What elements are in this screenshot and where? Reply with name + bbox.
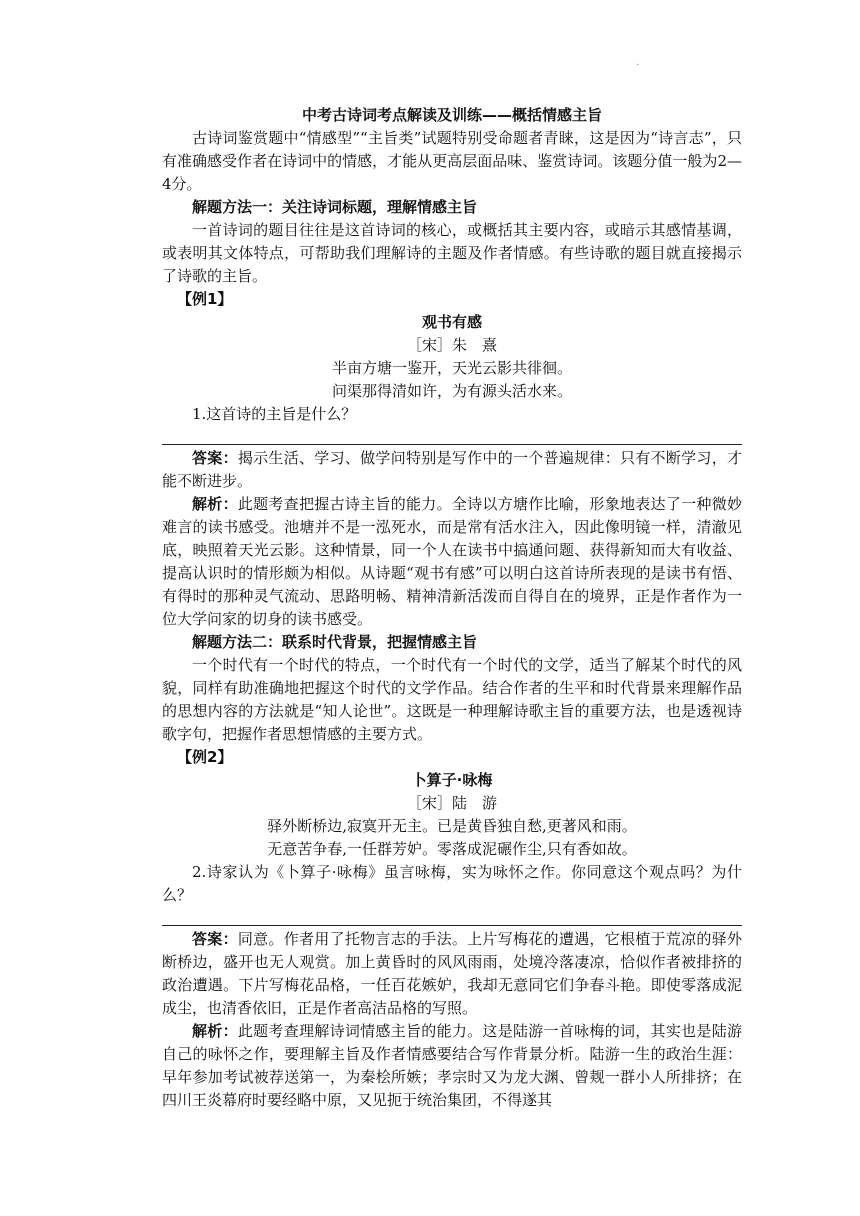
question1: 1.这首诗的主旨是什么？: [192, 405, 357, 423]
analysis-label: 解析：: [192, 1022, 238, 1040]
answer-label: 答案：: [192, 930, 238, 948]
question2: 2.诗家认为《卜算子·咏梅》虽言咏梅，实为咏怀之作。你同意这个观点吗？为什么？: [162, 863, 742, 904]
poem2-author: ［宋］陆 游: [406, 794, 497, 812]
example2-label: 【例2】: [177, 748, 233, 766]
answer-text: 揭示生活、学习、做学问特别是写作中的一个普遍规律：只有不断学习，才能不断进步。: [162, 449, 742, 490]
analysis-text: 此题考查把握古诗主旨的能力。全诗以方塘作比喻，形象地表达了一种微妙难言的读书感受。池塘并不是一泓死水，而是常有活水注入，因此像明镜一样，清澈见底，映照着天光云影。这种情景，同一个人在读书中搞通问题、获得新知而大有收益、提高认识时的情形颇为相似。从诗题“观书有感”可以明白这首诗所表现的是读书有悟、有得时的那种灵气流动、思路明畅、精神清新活泼而自得自在的境界，正是作者作为一位大学问家的切身的读书感受。: [162, 495, 742, 628]
document-content: [162, 104, 742, 1112]
page-dot: ·: [636, 60, 640, 71]
method2-paragraph: 一个时代有一个时代的特点，一个时代有一个时代的文学，适当了解某个时代的风貌，同样有助准确地把握这个时代的文学作品。结合作者的生平和时代背景来理解作品的思想内容的方法就是“知人论世”。这既是一种理解诗歌主旨的重要方法，也是透视诗歌字句，把握作者思想情感的主要方式。: [162, 656, 742, 743]
intro-paragraph: 古诗词鉴赏题中“情感型”“主旨类”试题特别受命题者青睐，这是因为“诗言志”，只有准确感受作者在诗词中的情感，才能从更高层面品味、鉴赏诗词。该题分值一般为2—4分。: [162, 129, 742, 193]
answer1-paragraph: [162, 447, 742, 493]
answer-text: 同意。作者用了托物言志的手法。上片写梅花的遭遇，它根植于荒凉的驿外断桥边，盛开也无人观赏。加上黄昏时的风风雨雨，处境冷落凄凉，恰似作者被排挤的政治遭遇。下片写梅花品格，一任百花嫉妒，我却无意同它们争春斗艳。即使零落成泥成尘，也清香依旧，正是作者高洁品格的写照。: [162, 930, 742, 1017]
method2-heading: 解题方法二：联系时代背景，把握情感主旨: [192, 633, 478, 651]
answer-label: 答案：: [192, 449, 238, 467]
analysis-text: 此题考查理解诗词情感主旨的能力。这是陆游一首咏梅的词，其实也是陆游自己的咏怀之作，要理解主旨及作者情感要结合写作背景分析。陆游一生的政治生涯：早年参加考试被荐送第一，为秦桧所嫉；孝宗时又为龙大渊、曾觌一群小人所排挤；在四川王炎幕府时要经略中原，又见扼于统治集团，不得遂其: [162, 1022, 742, 1109]
poem1-author: ［宋］朱 熹: [406, 336, 497, 354]
poem1-line: 问渠那得清如许，为有源头活水来。: [331, 382, 572, 400]
answer-line: [162, 426, 742, 445]
poem2-line: 无意苦争春,一任群芳妒。零落成泥碾作尘,只有香如故。: [267, 840, 637, 858]
analysis1-paragraph: [162, 493, 742, 631]
example1-label: 【例1】: [177, 290, 233, 308]
method1-heading: 解题方法一：关注诗词标题，理解情感主旨: [192, 198, 478, 216]
poem1-line: 半亩方塘一鉴开，天光云影共徘徊。: [331, 359, 572, 377]
answer-line: [162, 907, 742, 926]
analysis2-paragraph: [162, 1020, 742, 1112]
document-title: 中考古诗词考点解读及训练——概括情感主旨: [301, 106, 602, 124]
method1-paragraph: 一首诗词的题目往往是这首诗词的核心，或概括其主要内容，或暗示其感情基调，或表明其文体特点，可帮助我们理解诗的主题及作者情感。有些诗歌的题目就直接揭示了诗歌的主旨。: [162, 221, 742, 285]
poem2-line: 驿外断桥边,寂寞开无主。已是黄昏独自愁,更著风和雨。: [267, 817, 637, 835]
poem1-title: 观书有感: [421, 313, 482, 331]
answer2-paragraph: [162, 928, 742, 1020]
analysis-label: 解析：: [192, 495, 238, 513]
poem2-title: 卜算子·咏梅: [411, 771, 493, 789]
